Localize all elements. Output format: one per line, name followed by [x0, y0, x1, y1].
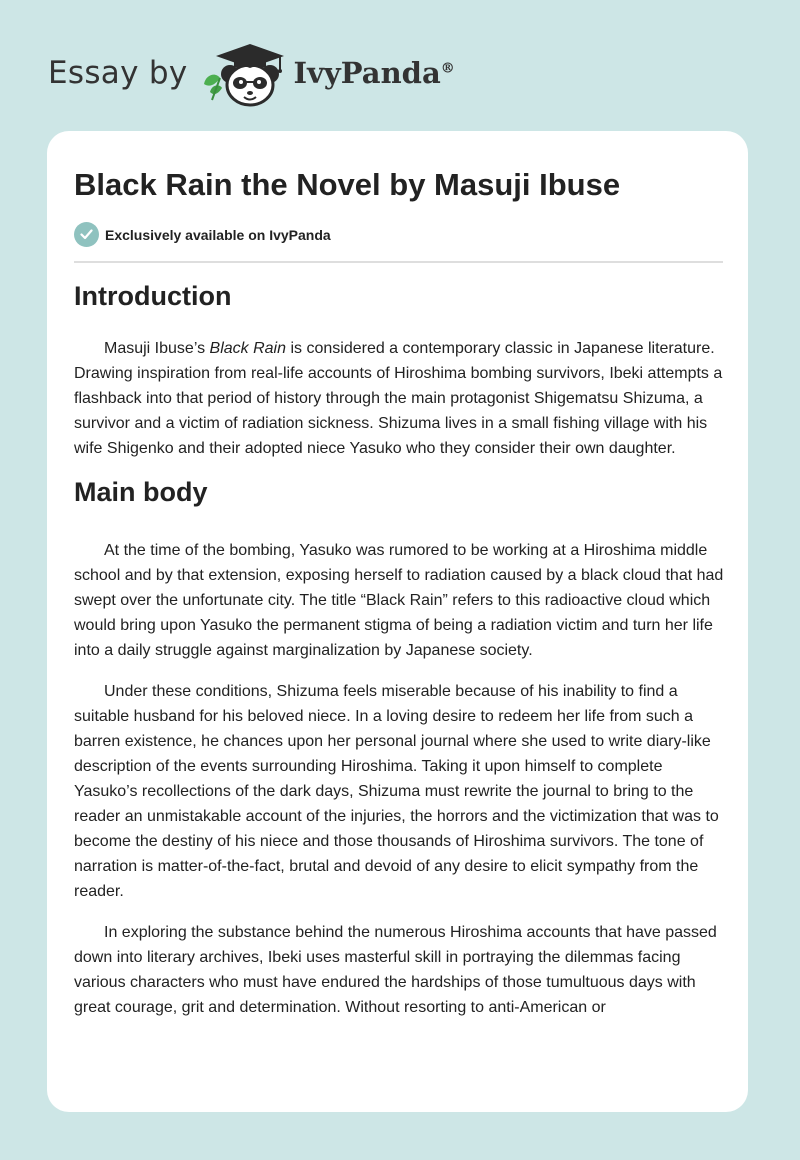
- exclusive-badge-text: Exclusively available on IvyPanda: [105, 226, 331, 243]
- essay-by-label: Essay by: [48, 55, 188, 91]
- site-header: [48, 38, 455, 108]
- exclusive-badge: [74, 222, 331, 247]
- paragraph: In exploring the substance behind the numerous Hiroshima accounts that have passed down into literary archives, Ibeki uses masterful skill in portraying the dilemmas facing various characters who must have endured the hardships of those tumultuous days with great courage, grit and determination. Without resorting to anti-American or: [74, 924, 717, 1016]
- page-title: Black Rain the Novel by Masuji Ibuse: [74, 167, 621, 202]
- essay-card: [47, 131, 748, 1112]
- section-heading-introduction: Introduction: [74, 281, 232, 311]
- paragraph: At the time of the bombing, Yasuko was rumored to be working at a Hiroshima middle school and by that extension, exposing herself to radiation caused by a black cloud that had swept over the unfortunate city. The title “Black Rain” refers to this radioactive cloud which would bring upon Yasuko the permanent stigma of being a radiation victim and turn her life into a daily struggle against marginalization by Japanese society.: [74, 542, 724, 659]
- divider: [74, 261, 723, 263]
- essay-body: [74, 281, 724, 1020]
- paragraph: Masuji Ibuse’s Black Rain is considered a contemporary classic in Japanese literature. Drawing inspiration from real-life accounts of Hiroshima bombing survivors, Ibeki attempts a flashback into that period of history through the main protagonist Shigematsu Shizuma, a survivor and a victim of radiation sickness. Shizuma lives in a small fishing village with his wife Shigenko and their adopted niece Yasuko who they consider their own daughter.: [74, 340, 723, 457]
- registered-mark: ®: [440, 60, 455, 77]
- leaf-icon: [204, 75, 222, 100]
- book-title-emphasis: Black Rain: [209, 340, 287, 357]
- check-circle-icon: [74, 222, 99, 247]
- panda-logo-icon: [200, 38, 292, 108]
- section-heading-main-body: Main body: [74, 477, 208, 507]
- paragraph: Under these conditions, Shizuma feels miserable because of his inability to find a suitable husband for his beloved niece. In a loving desire to redeem her life from such a barren existence, he chances upon her personal journal where she used to write diary-like description of the events surrounding Hiroshima. Taking it upon himself to complete Yasuko’s recollections of the dark days, Shizuma must rewrite the journal to bring to the reader an unmistakable account of the injuries, the horrors and the victimization that was to become the destiny of his niece and those thousands of Hiroshima survivors. The tone of narration is matter-of-the-fact, brutal and devoid of any desire to elicit sympathy from the reader.: [74, 683, 719, 900]
- brand-name: IvyPanda®: [293, 56, 455, 90]
